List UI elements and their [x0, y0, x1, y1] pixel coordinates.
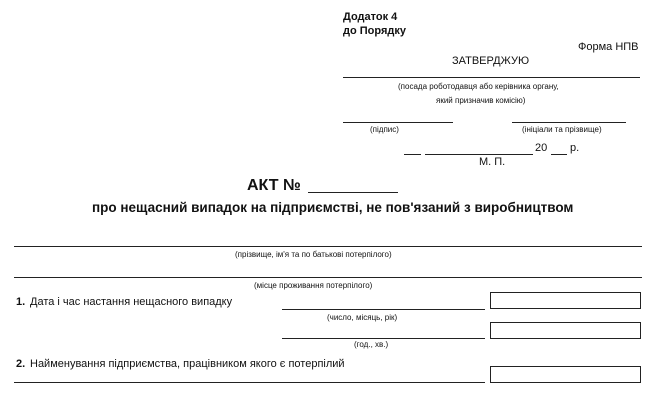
residence-hint: (місце проживання потерпілого) — [254, 281, 373, 290]
victim-name-line[interactable] — [14, 246, 642, 247]
item2-label: Найменування підприємства, працівником якого є потерпілий — [30, 358, 345, 370]
victim-name-hint: (прізвище, ім'я та по батькові потерпілого) — [235, 250, 392, 259]
item1-number: 1. — [16, 296, 26, 308]
time-line[interactable] — [282, 338, 485, 339]
signature-hint: (підпис) — [370, 125, 399, 134]
initials-hint: (ініціали та прізвище) — [522, 125, 602, 134]
date-box[interactable] — [490, 292, 641, 309]
act-subtitle: про нещасний випадок на підприємстві, не пов'язаний з виробництвом — [92, 200, 574, 215]
act-title: АКТ № — [247, 177, 301, 194]
act-number-line[interactable] — [308, 192, 398, 193]
position-line[interactable] — [343, 77, 640, 78]
procedure-label: до Порядку — [343, 25, 406, 37]
form-label: Форма НПВ — [578, 41, 639, 53]
time-hint: (год., хв.) — [354, 340, 389, 349]
year-prefix: 20 — [535, 142, 548, 154]
signature-line[interactable] — [343, 122, 453, 123]
year-suffix: р. — [570, 142, 580, 154]
year-line[interactable] — [551, 154, 567, 155]
month-line[interactable] — [425, 154, 533, 155]
residence-line[interactable] — [14, 277, 642, 278]
day-line[interactable] — [404, 154, 421, 155]
initials-line[interactable] — [512, 122, 626, 123]
item2-number: 2. — [16, 358, 26, 370]
appendix-label: Додаток 4 — [343, 11, 398, 23]
item1-label: Дата і час настання нещасного випадку — [30, 296, 233, 308]
position-hint-2: який призначив комісію) — [436, 96, 526, 105]
time-box[interactable] — [490, 322, 641, 339]
enterprise-box[interactable] — [490, 366, 641, 383]
stamp-label: М. П. — [479, 156, 506, 168]
date-hint: (число, місяць, рік) — [327, 313, 398, 322]
date-line[interactable] — [282, 309, 485, 310]
approve-label: ЗАТВЕРДЖУЮ — [452, 55, 530, 67]
enterprise-line[interactable] — [14, 382, 485, 383]
position-hint-1: (посада роботодавця або керівника органу, — [398, 82, 559, 91]
